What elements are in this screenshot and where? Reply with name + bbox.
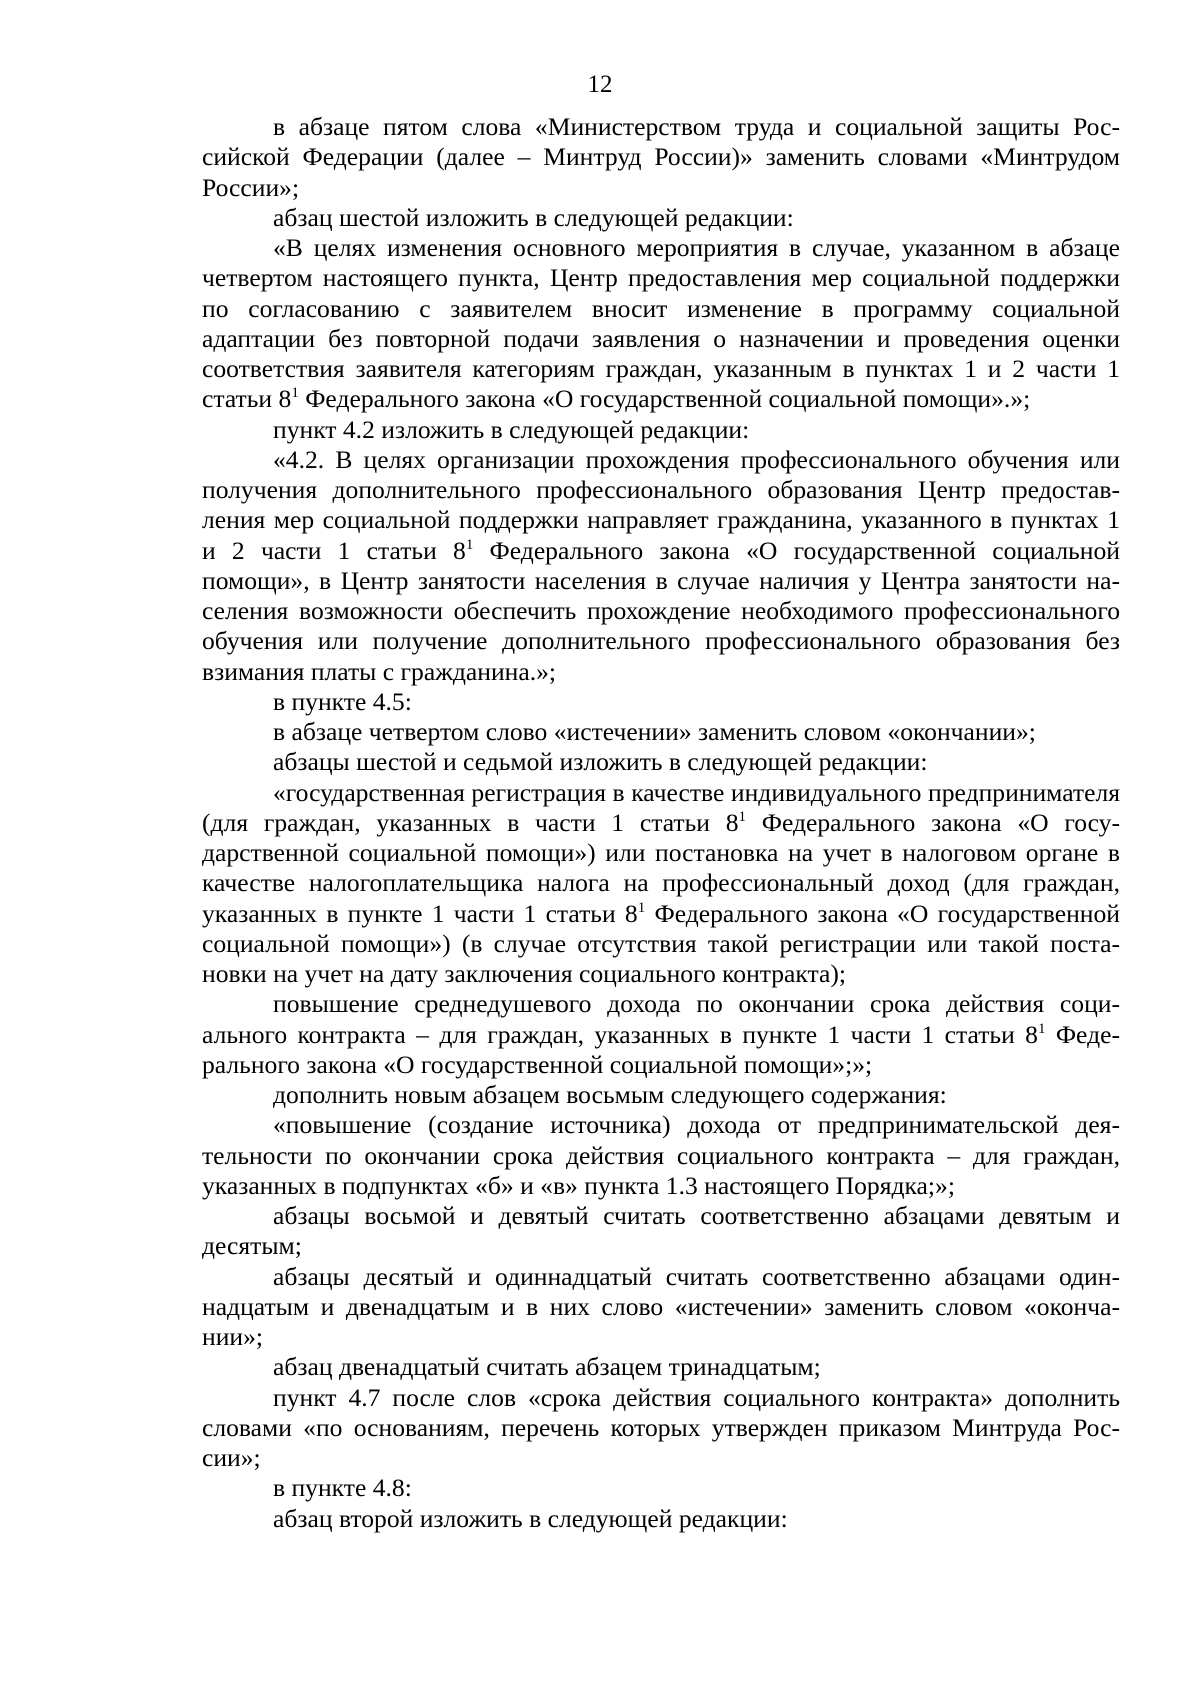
page-number: 12	[587, 71, 613, 98]
paragraph-text: Федерального закона «О государственной социальной помощи».»;	[298, 384, 1031, 414]
paragraph	[202, 1201, 1120, 1262]
paragraph-text: дополнить новым абзацем восьмым следующего содержания:	[273, 1080, 947, 1109]
paragraph-text: Федерального закона «О государственной социальной помощи»;»;	[202, 1019, 1120, 1079]
article-superscript: 1	[291, 385, 299, 402]
paragraph-text: в пункте 4.5:	[273, 686, 412, 716]
paragraph-text: абзац второй изложить в следующей редакции:	[273, 1503, 788, 1533]
paragraph	[202, 1110, 1120, 1201]
paragraph-text: в абзаце пятом слова «Министерством труда и социальной защиты Российской Федерации (далее – Минтруд России)» заменить словами «Минтрудом России»;	[202, 112, 1120, 202]
paragraph-text: Федерального закона «О государственной социальной помощи», в Центр занятости населения в случае наличия у Центра занятости населения возможности обеспечить прохождение необходимого профессионального обучения или получение дополнительного профессионального образования без взимания платы с гражданина.»;	[202, 535, 1120, 686]
document-body	[202, 112, 1120, 1534]
paragraph	[202, 778, 1120, 990]
paragraph	[202, 717, 1120, 747]
paragraph-text: абзацы восьмой и девятый считать соответственно абзацами девятым и десятым;	[202, 1201, 1120, 1261]
paragraph-text: «4.2. В целях организации прохождения профессионального обучения или получения дополнительного профессионального образования Центр предоставления мер социальной поддержки направляет гражданина, указанного в пунктах 1 и 2 части 1 статьи 8	[202, 444, 1120, 565]
paragraph	[202, 445, 1120, 687]
paragraph	[202, 112, 1120, 203]
article-superscript: 1	[1037, 1020, 1046, 1037]
paragraph	[202, 1080, 1120, 1110]
paragraph-text: пункт 4.2 изложить в следующей редакции:	[273, 414, 750, 444]
paragraph	[202, 203, 1120, 233]
paragraph-text: «В целях изменения основного мероприятия в случае, указанном в абзаце четвертом настоящего пункта, Центр предоставления мер социальной поддержки по согласованию с заявителем вносит изменение в программу социальной адаптации без повторной подачи заявления о назначении и проведения оценки соответствия заявителя категориям граждан, указанным в пунктах 1 и 2 части 1 статьи 8	[202, 233, 1120, 414]
article-superscript: 1	[637, 899, 646, 916]
paragraph	[202, 989, 1120, 1080]
paragraph	[202, 415, 1120, 445]
paragraph-text: абзац двенадцатый считать абзацем тринадцатым;	[273, 1352, 821, 1382]
paragraph-text: пункт 4.7 после слов «срока действия социального контракта» дополнить словами «по основаниям, перечень которых утвержден приказом Минтруда России»;	[202, 1382, 1120, 1472]
paragraph	[202, 1262, 1120, 1353]
paragraph-text: абзацы шестой и седьмой изложить в следующей редакции:	[273, 747, 928, 777]
paragraph-text: абзацы десятый и одиннадцатый считать соответственно абзацами одиннадцатым и двенадцатым и в них слово «истечении» заменить словом «окончании»;	[202, 1261, 1120, 1351]
paragraph	[202, 687, 1120, 717]
paragraph-text: абзац шестой изложить в следующей редакции:	[273, 202, 794, 232]
paragraph-text: в пункте 4.8:	[273, 1473, 412, 1503]
article-superscript: 1	[465, 536, 474, 553]
paragraph-text: «повышение (создание источника) дохода от предпринимательской деятельности по окончании срока действия социального контракта – для граждан, указанных в подпунктах «б» и «в» пункта 1.3 настоящего Порядка;»;	[202, 1110, 1120, 1200]
paragraph	[202, 747, 1120, 777]
paragraph	[202, 233, 1120, 415]
article-superscript: 1	[738, 808, 746, 825]
paragraph	[202, 1504, 1120, 1534]
paragraph-text: в абзаце четвертом слово «истечении» заменить словом «окончании»;	[273, 717, 1036, 746]
paragraph	[202, 1473, 1120, 1503]
paragraph	[202, 1352, 1120, 1382]
paragraph-text: «государственная регистрация в качестве индивидуального предпринимателя (для граждан, указанных в части 1 статьи 8	[202, 777, 1120, 837]
paragraph-text: Федерального закона «О государственной социальной помощи») или постановка на учет в налоговом органе в качестве налогоплательщика налога на профессиональный доход (для граждан, указанных в пункте 1 части 1 статьи 8	[202, 807, 1120, 928]
paragraph-text: повышение среднедушевого дохода по окончании срока действия социального контракта – для граждан, указанных в пункте 1 части 1 статьи 8	[202, 989, 1120, 1049]
paragraph	[202, 1383, 1120, 1474]
paragraph-text: Федерального закона «О государственной социальной помощи») (в случае отсутствия такой регистрации или такой постановки на учет на дату заключения социального контракта);	[202, 898, 1120, 988]
